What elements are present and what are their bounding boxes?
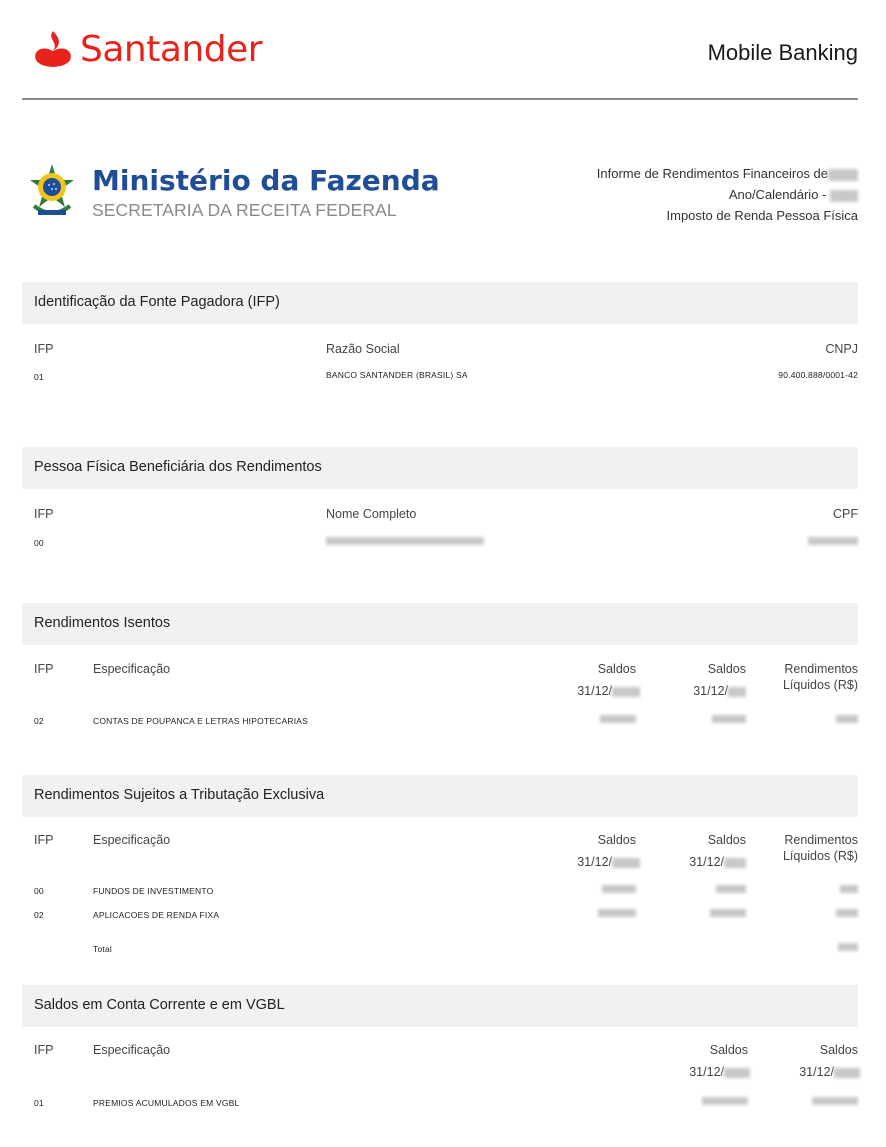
ministry-title: Ministério da Fazenda	[92, 163, 440, 197]
section-title: Pessoa Física Beneficiária dos Rendimentos	[34, 459, 322, 475]
col-header-ifp: IFP	[34, 1043, 54, 1057]
santander-flame-icon	[32, 28, 74, 70]
col-header-date-2: 31/12/	[693, 684, 746, 698]
col-header-saldos-1: Saldos	[597, 662, 636, 676]
redacted-year	[612, 687, 640, 697]
col-header-saldos-2: Saldos	[819, 1043, 858, 1057]
total-label: Total	[93, 944, 112, 954]
redacted-cpf	[808, 537, 858, 545]
redacted-value	[716, 885, 746, 893]
col-header-date-2: 31/12/	[689, 855, 746, 869]
redacted-year	[724, 1068, 750, 1078]
redacted-year	[612, 858, 640, 868]
redacted-value	[702, 1097, 748, 1105]
col-header-especificacao: Especificação	[93, 1043, 171, 1057]
ifp-value: 01	[34, 372, 44, 382]
ministry-logo	[24, 162, 440, 222]
report-info-line1: Informe de Rendimentos Financeiros de	[596, 166, 828, 181]
ifp-value: 02	[34, 716, 44, 726]
redacted-year	[728, 687, 746, 697]
redacted-value	[598, 909, 636, 917]
col-header-nome-completo: Nome Completo	[326, 507, 417, 521]
section-title: Saldos em Conta Corrente e em VGBL	[34, 997, 285, 1013]
col-header-rendimentos: Rendimentos	[784, 662, 858, 676]
col-header-date-1: 31/12/	[577, 684, 640, 698]
section-beneficiary-header	[22, 447, 858, 489]
especificacao-value: FUNDOS DE INVESTIMENTO	[93, 886, 214, 896]
section-tributacao-header	[22, 775, 858, 817]
redacted-value	[600, 715, 636, 723]
page-header	[22, 0, 858, 100]
redacted-value	[836, 909, 858, 917]
redacted-year	[834, 1068, 860, 1078]
col-header-rendimentos: Rendimentos	[784, 833, 858, 847]
col-header-date-1: 31/12/	[689, 1065, 750, 1079]
section-title: Rendimentos Sujeitos a Tributação Exclusiva	[34, 787, 325, 803]
col-header-ifp: IFP	[34, 833, 54, 847]
col-header-especificacao: Especificação	[93, 662, 171, 676]
redacted-value	[602, 885, 636, 893]
ifp-value: 02	[34, 910, 44, 920]
report-info-line3: Imposto de Renda Pessoa Física	[666, 208, 858, 223]
col-header-date-1: 31/12/	[577, 855, 640, 869]
section-title: Identificação da Fonte Pagadora (IFP)	[34, 294, 280, 310]
redacted-value	[710, 909, 746, 917]
cnpj-value: 90.400.888/0001-42	[778, 370, 858, 380]
redacted-value	[836, 715, 858, 723]
report-info-line2: Ano/Calendário -	[728, 187, 827, 202]
col-header-especificacao: Especificação	[93, 833, 171, 847]
col-header-saldos-2: Saldos	[707, 662, 746, 676]
col-header-ifp: IFP	[34, 342, 54, 356]
redacted-value	[812, 1097, 858, 1105]
page-header-title: Mobile Banking	[707, 40, 858, 65]
section-vgbl-header	[22, 985, 858, 1027]
col-header-liquidos: Líquidos (R$)	[782, 849, 858, 863]
redacted-total	[838, 943, 858, 951]
col-header-saldos-1: Saldos	[597, 833, 636, 847]
redacted-year	[828, 169, 858, 181]
especificacao-value: PREMIOS ACUMULADOS EM VGBL	[93, 1098, 240, 1108]
col-header-cnpj: CNPJ	[825, 342, 858, 356]
redacted-name	[326, 537, 484, 545]
section-title: Rendimentos Isentos	[34, 615, 171, 631]
ministry-subtitle: SECRETARIA DA RECEITA FEDERAL	[92, 199, 397, 220]
col-header-ifp: IFP	[34, 507, 54, 521]
report-info	[597, 163, 858, 226]
razao-social-value: BANCO SANTANDER (BRASIL) SA	[326, 370, 468, 380]
ifp-value: 00	[34, 538, 44, 548]
col-header-saldos-1: Saldos	[709, 1043, 748, 1057]
col-header-cpf: CPF	[833, 507, 858, 521]
col-header-saldos-2: Saldos	[707, 833, 746, 847]
brand-name: Santander	[80, 28, 263, 70]
section-ifp-header	[22, 282, 858, 324]
col-header-ifp: IFP	[34, 662, 54, 676]
redacted-value	[712, 715, 746, 723]
col-header-date-2: 31/12/	[799, 1065, 860, 1079]
col-header-liquidos: Líquidos (R$)	[782, 678, 858, 692]
especificacao-value: APLICACOES DE RENDA FIXA	[93, 910, 220, 920]
redacted-year	[830, 190, 858, 202]
brazil-coat-of-arms-icon	[24, 162, 80, 222]
col-header-razao-social: Razão Social	[326, 342, 400, 356]
especificacao-value: CONTAS DE POUPANCA E LETRAS HIPOTECARIAS	[93, 716, 309, 726]
redacted-year	[724, 858, 746, 868]
santander-logo	[32, 28, 262, 70]
ifp-value: 01	[34, 1098, 44, 1108]
section-isentos-header	[22, 603, 858, 645]
redacted-value	[840, 885, 858, 893]
ifp-value: 00	[34, 886, 44, 896]
